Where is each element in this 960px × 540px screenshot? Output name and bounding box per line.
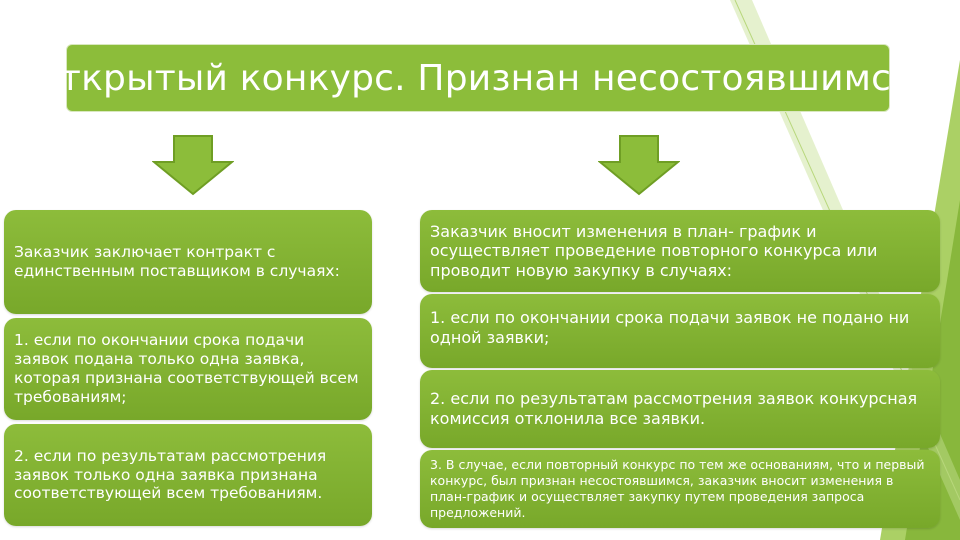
- left-item-1-text: 1. если по окончании срока подачи заявок подана только одна заявка, которая признана соответствующей всем требованиям;: [14, 331, 359, 406]
- right-item-1-box: [420, 294, 940, 368]
- left-item-2-text: 2. если по результатам рассмотрения заявок только одна заявка признана соответствующей всем требованиям.: [14, 446, 327, 503]
- right-item-2-text: 2. если по результатам рассмотрения заявок конкурсная комиссия отклонила все заявки.: [430, 389, 918, 428]
- page-title-text: Открытый конкурс. Признан несостоявшимся.: [31, 57, 925, 99]
- right-intro-text: Заказчик вносит изменения в план- график и осуществляет проведение повторного конкурса или проводит новую закупку в случаях:: [430, 221, 878, 280]
- left-item-2-box: [4, 424, 372, 526]
- right-item-2-box: [420, 370, 940, 448]
- right-item-3-text: 3. В случае, если повторный конкурс по тем же основаниям, что и первый конкурс, был признан несостоявшимся, заказчик вносит изменения в план-график и осуществляет закупку путем проведения запроса предложений.: [430, 456, 925, 521]
- right-intro-box: [420, 210, 940, 292]
- left-intro-text: Заказчик заключает контракт с единственным поставщиком в случаях:: [14, 243, 340, 280]
- right-item-1-text: 1. если по окончании срока подачи заявок не подано ни одной заявки;: [430, 308, 910, 347]
- left-item-1-box: [4, 318, 372, 420]
- left-intro-box: [4, 210, 372, 314]
- right-item-3-box: [420, 450, 940, 528]
- down-arrow-right-icon: [598, 134, 680, 196]
- down-arrow-left-icon: [152, 134, 234, 196]
- page-title: [31, 44, 925, 112]
